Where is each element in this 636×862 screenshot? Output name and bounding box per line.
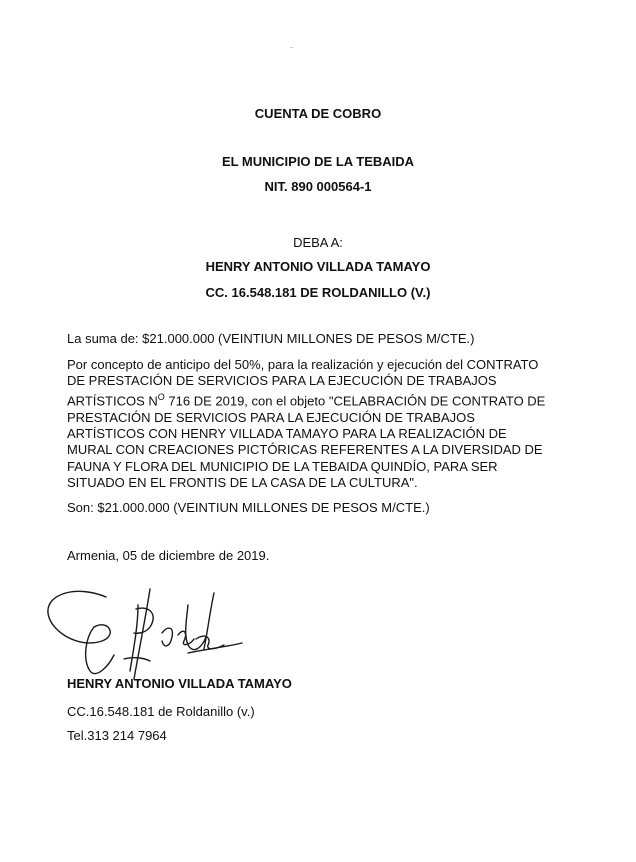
son-line: Son: $21.000.000 (VEINTIUN MILLONES DE PESOS M/CTE.) (67, 500, 430, 515)
payer-nit: NIT. 890 000564-1 (264, 179, 372, 194)
concept-line: ARTÍSTICOS CON HENRY VILLADA TAMAYO PARA LA REALIZACIÓN DE (67, 426, 507, 442)
payee-name: HENRY ANTONIO VILLADA TAMAYO (205, 259, 431, 274)
signer-id: CC.16.548.181 de Roldanillo (v.) (67, 704, 255, 719)
signer-phone: Tel.313 214 7964 (67, 728, 167, 743)
concept-line: Por concepto de anticipo del 50%, para la realización y ejecución del CONTRATO (67, 357, 539, 372)
payee-id: CC. 16.548.181 DE ROLDANILLO (V.) (205, 285, 431, 300)
signer-name: HENRY ANTONIO VILLADA TAMAYO (67, 676, 292, 691)
concept-line: MURAL CON CREACIONES PICTÓRICAS REFERENTES A LA DIVERSIDAD DE (67, 442, 543, 458)
owes-label: DEBA A: (293, 235, 343, 250)
number-superscript: O (157, 392, 165, 403)
payer-name: EL MUNICIPIO DE LA TEBAIDA (221, 154, 415, 169)
handwritten-signature (38, 575, 248, 685)
concept-line: FAUNA Y FLORA DEL MUNICIPIO DE LA TEBAIDA QUINDÍO, PARA SER (67, 458, 498, 474)
amount-line: La suma de: $21.000.000 (VEINTIUN MILLONES DE PESOS M/CTE.) (67, 331, 475, 346)
scan-speck (290, 47, 293, 48)
concept-paragraph (67, 357, 577, 491)
place-date: Armenia, 05 de diciembre de 2019. (67, 548, 270, 563)
concept-line: PRESTACIÓN DE SERVICIOS PARA LA EJECUCIÓN DE TRABAJOS (67, 409, 475, 425)
concept-line: DE PRESTACIÓN DE SERVICIOS PARA LA EJECUCIÓN DE TRABAJOS (67, 373, 497, 389)
concept-line: SITUADO EN EL FRONTIS DE LA CASA DE LA CULTURA". (67, 474, 418, 490)
concept-line: ARTÍSTICOS $N^O$ 716 DE 2019, con el objeto "CELABRACIÓN DE CONTRATO DE (67, 392, 546, 409)
document-title: CUENTA DE COBRO (254, 106, 382, 121)
